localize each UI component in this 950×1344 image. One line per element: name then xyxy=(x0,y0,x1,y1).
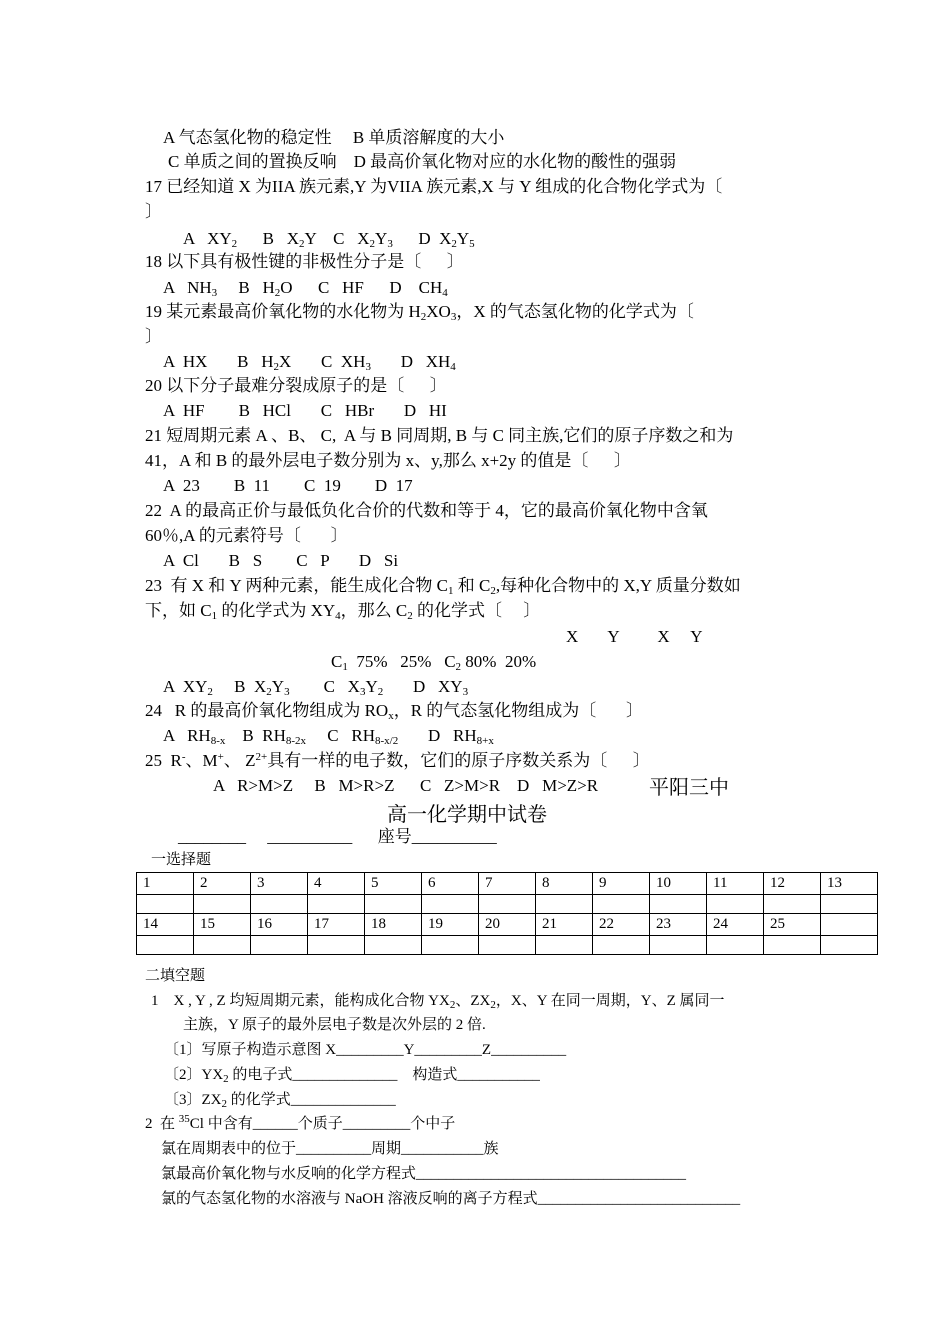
answer-cell-label xyxy=(821,914,878,936)
q23-c2-x: 80% xyxy=(465,652,497,671)
answer-cell-label: 10 xyxy=(650,873,707,895)
answer-cell-label: 8 xyxy=(536,873,593,895)
answer-cell-label: 4 xyxy=(308,873,365,895)
answer-cell[interactable] xyxy=(650,936,707,955)
q23-header-x1: X xyxy=(566,627,579,646)
answer-cell[interactable] xyxy=(308,936,365,955)
answer-cell-label: 9 xyxy=(593,873,650,895)
answer-cell[interactable] xyxy=(707,895,764,914)
answer-cell[interactable] xyxy=(137,936,194,955)
q23-c1-y: 25% xyxy=(400,652,432,671)
fill-q1-line1: 1 X , Y , Z 均短周期元素，能构成化合物 $YX_2$、$ZX_2$，X、Y 在同一周期，Y、Z 属同一 xyxy=(151,993,725,1011)
q20-text: 20 以下分子最难分裂成原子的是〔 〕 xyxy=(145,376,447,395)
answer-cell-label: 12 xyxy=(764,873,821,895)
q25-text: 25 R-、M+、 $Z^{2+}$具有一样的电子数，它们的原子序数关系为〔 〕 xyxy=(145,751,650,770)
q16-option-c: C 单质之间的置换反响 xyxy=(168,152,337,171)
answer-cell[interactable] xyxy=(479,936,536,955)
answer-cell[interactable] xyxy=(536,936,593,955)
answer-cell-label: 25 xyxy=(764,914,821,936)
answer-cell[interactable] xyxy=(650,895,707,914)
q23-c1-x: 75% xyxy=(356,652,388,671)
answer-cell-label: 19 xyxy=(422,914,479,936)
answer-cell[interactable] xyxy=(593,936,650,955)
answer-cell-label: 22 xyxy=(593,914,650,936)
q23-header-x2: X xyxy=(657,627,670,646)
answer-cell[interactable] xyxy=(764,895,821,914)
answer-grid-blank-row1 xyxy=(137,895,878,914)
q23-options: A $XY_2$ B $X_2Y_3$ C $X_3Y_2$ D $XY_3$ xyxy=(163,677,469,698)
answer-cell-label: 6 xyxy=(422,873,479,895)
fill-q2-line3: 氯最高价氧化物与水反响的化学方程式____________________________________ xyxy=(161,1166,687,1182)
fill-q1-sub2: 〔2〕$YX_2$ 的电子式______________ 构造式___________ xyxy=(164,1067,540,1085)
school-name: 平阳三中 xyxy=(649,777,729,799)
q23-table-header xyxy=(566,626,703,648)
q16-option-a: A 气态氢化物的稳定性 xyxy=(163,128,332,147)
q23-c2-y: 20% xyxy=(504,652,537,671)
answer-cell-label: 2 xyxy=(194,873,251,895)
q16-option-d: D 最高价氧化物对应的水化物的酸性的强弱 xyxy=(353,152,677,171)
answer-cell-label: 3 xyxy=(251,873,308,895)
fill-q1-sub3: 〔3〕$ZX_2$ 的化学式______________ xyxy=(164,1092,396,1110)
q21-text1: 21 短周期元素 A 、B、 C, A 与 B 同周期, B 与 C 同主族,它们的原子序数之和为 xyxy=(145,426,734,445)
answer-cell[interactable] xyxy=(251,895,308,914)
blank-field-2: __________ xyxy=(267,827,353,846)
answer-cell-label: 24 xyxy=(707,914,764,936)
answer-cell[interactable] xyxy=(137,895,194,914)
answer-cell-label: 11 xyxy=(707,873,764,895)
answer-cell[interactable] xyxy=(707,936,764,955)
answer-grid-row2 xyxy=(137,914,878,936)
q18-text: 18 以下具有极性键的非极性分子是〔 〕 xyxy=(145,252,464,271)
answer-cell[interactable] xyxy=(365,936,422,955)
q23-table-values: $C_1$ 75% 25% $C_2$ 80% 20% xyxy=(331,652,537,673)
fill-q2-line2: 氯在周期表中的位于__________周期___________族 xyxy=(161,1141,499,1157)
answer-cell-label: 17 xyxy=(308,914,365,936)
answer-cell[interactable] xyxy=(365,895,422,914)
answer-cell-label: 16 xyxy=(251,914,308,936)
fill-q1-sub1: 〔1〕写原子构造示意图 X_________Y_________Z__________ xyxy=(164,1042,567,1058)
q19-text: 19 某元素最高价氧化物的水化物为 $H_2XO_3$，X 的气态氢化物的化学式为〔 xyxy=(145,302,694,323)
answer-cell[interactable] xyxy=(194,895,251,914)
answer-cell-label: 23 xyxy=(650,914,707,936)
q23-header-y1: Y xyxy=(607,627,620,646)
q22-text2: 60％,A 的元素符号〔 〕 xyxy=(145,526,348,545)
answer-cell-label: 13 xyxy=(821,873,878,895)
section1-title: 一选择题 xyxy=(151,852,212,868)
q20-options: A HF B HCl C HBr D HI xyxy=(163,401,447,420)
q23-header-y2: Y xyxy=(690,627,703,646)
answer-cell[interactable] xyxy=(194,936,251,955)
q25-options: A R>M>Z B M>R>Z C Z>M>R D M>Z>R xyxy=(213,776,599,795)
answer-cell-label: 20 xyxy=(479,914,536,936)
blank-field-1: ________ xyxy=(178,827,246,846)
q22-text1: 22 A 的最高正价与最低负化合价的代数和等于 4，它的最高价氧化物中含氧 xyxy=(145,501,708,520)
q21-text2: 41，A 和 B 的最外层电子数分别为 x、y,那么 x+2y 的值是〔 〕 xyxy=(145,451,631,470)
answer-grid-blank-row2 xyxy=(137,936,878,955)
answer-cell[interactable] xyxy=(422,895,479,914)
answer-cell[interactable] xyxy=(479,895,536,914)
answer-cell-label: 21 xyxy=(536,914,593,936)
answer-cell-label: 18 xyxy=(365,914,422,936)
q23-text1: 23 有 X 和 Y 两种元素，能生成化合物 $C_1$ 和 $C_2$,每种化合物中的 X,Y 质量分数如 xyxy=(145,576,741,597)
fill-q2-line4: 氯的气态氢化物的水溶液与 NaOH 溶液反响的离子方程式___________________________ xyxy=(161,1191,741,1207)
q24-options: A $RH_{8-x}$ B $RH_{8-2x}$ C $RH_{8-x/2}$ D $RH_{8+x}$ xyxy=(163,726,494,747)
q21-options: A 23 B 11 C 19 D 17 xyxy=(163,476,413,495)
answer-cell-label: 1 xyxy=(137,873,194,895)
q24-text: 24 R 的最高价氧化物组成为 $RO_x$，R 的气态氢化物组成为〔 〕 xyxy=(145,701,644,722)
answer-grid xyxy=(136,872,878,955)
q16-option-row1 xyxy=(163,127,504,149)
answer-cell[interactable] xyxy=(764,936,821,955)
q19-cont: 〕 xyxy=(145,327,162,346)
answer-cell-label: 5 xyxy=(365,873,422,895)
answer-cell-label: 14 xyxy=(137,914,194,936)
fill-q1-line2: 主族，Y 原子的最外层电子数是次外层的 2 倍. xyxy=(183,1017,486,1033)
answer-cell[interactable] xyxy=(821,936,878,955)
answer-cell-label: 15 xyxy=(194,914,251,936)
q16-option-b: B 单质溶解度的大小 xyxy=(352,128,505,147)
q22-options: A Cl B S C P D Si xyxy=(163,551,399,570)
q17-options: A $XY_2$ B $X_2Y$ C $X_2Y_3$ D $X_2Y_5$ xyxy=(183,229,475,250)
section2-title: 二填空题 xyxy=(145,968,206,984)
q18-options: A $NH_3$ B $H_2O$ C HF D $CH_4$ xyxy=(163,278,448,299)
answer-cell[interactable] xyxy=(422,936,479,955)
q19-options: A HX B $H_2X$ C $XH_3$ D $XH_4$ xyxy=(163,352,456,373)
answer-cell[interactable] xyxy=(251,936,308,955)
q23-text2: 下，如 $C_1$ 的化学式为 $XY_4$，那么 $C_2$ 的化学式〔 〕 xyxy=(145,601,541,622)
answer-cell[interactable] xyxy=(593,895,650,914)
q17-cont: 〕 xyxy=(145,202,162,221)
q17-text: 17 已经知道 X 为IIA 族元素,Y 为VIIA 族元素,X 与 Y 组成的化合物化学式为〔 xyxy=(145,177,723,196)
exam-title: 高一化学期中试卷 xyxy=(387,804,547,826)
seat-number-label: 座号__________ xyxy=(377,827,497,846)
answer-cell[interactable] xyxy=(536,895,593,914)
fill-q2-line1: 2 在 $^{35}$Cl 中含有______个质子_________个中子 xyxy=(145,1113,456,1132)
answer-cell[interactable] xyxy=(308,895,365,914)
answer-grid-row1 xyxy=(137,873,878,895)
answer-cell[interactable] xyxy=(821,895,878,914)
name-blanks xyxy=(178,826,497,848)
q16-option-row2 xyxy=(168,151,676,173)
answer-cell-label: 7 xyxy=(479,873,536,895)
